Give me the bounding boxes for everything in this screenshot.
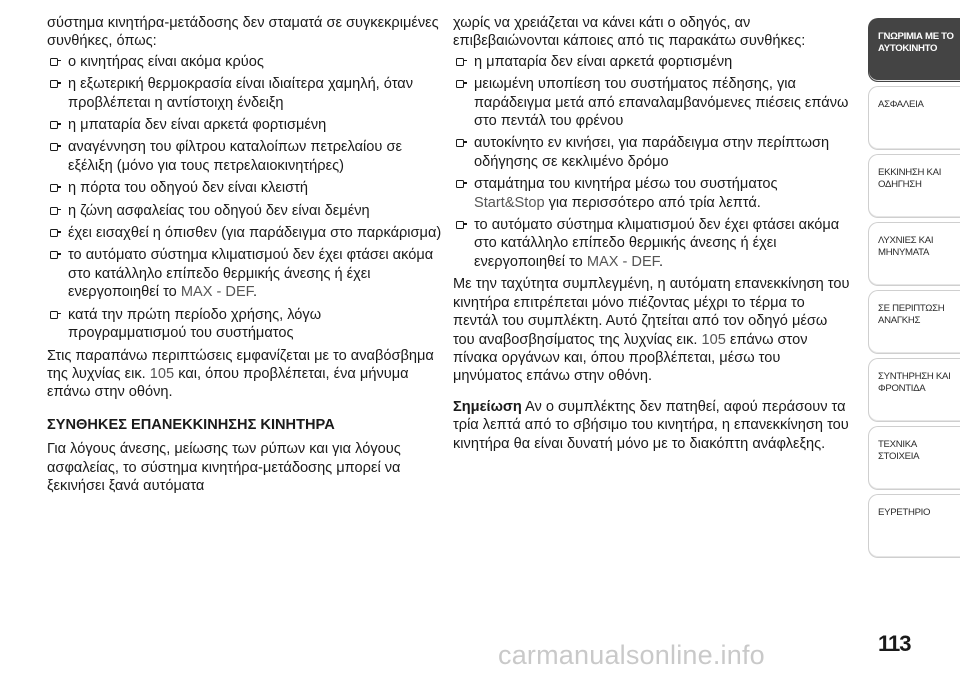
right-bullet-4: σταμάτημα του κινητήρα μέσω του συστήματος Start&Stop για περισσότερο από τρία λεπτά. (453, 175, 851, 212)
bullet-icon (50, 251, 58, 259)
watermark: carmanualsonline.info (498, 640, 765, 670)
bullet-icon (50, 143, 58, 151)
max-def-reference[interactable]: MAX - DEF (586, 253, 659, 270)
tab-index[interactable]: ΕΥΡΕΤΗΡΙΟ (868, 494, 960, 558)
left-bullet-7: έχει εισαχθεί η όπισθεν (για παράδειγμα στο παρκάρισμα) (47, 224, 442, 242)
figure-reference-105[interactable]: 105 (701, 331, 726, 348)
bullet-icon (456, 80, 464, 88)
bullet-icon (50, 229, 58, 237)
note-paragraph: Σημείωση Αν ο συμπλέκτης δεν πατηθεί, αφού περάσουν τα τρία λεπτά από το σβήσιμο του κινητήρα, η επανεκκίνηση του κινητήρα θα είναι δυνατή μόνο με το διακόπτη ανάφλεξης. (453, 398, 849, 452)
left-bullet-1: ο κινητήρας είναι ακόμα κρύος (47, 53, 442, 71)
bullet-icon (50, 184, 58, 192)
left-bullet-5: η πόρτα του οδηγού δεν είναι κλειστή (47, 179, 442, 197)
bullet-icon (50, 311, 58, 319)
chapter-sidebar (868, 18, 960, 562)
left-intro: σύστημα κινητήρα-μετάδοσης δεν σταματά σε συγκεκριμένες συνθήκες, όπως: (47, 15, 439, 50)
bullet-icon (456, 180, 464, 188)
tab-getting-to-know[interactable]: ΓΝΩΡΙΜΙΑ ΜΕ ΤΟ ΑΥΤΟΚΙΝΗΤΟ (868, 18, 960, 82)
right-bullet-3: αυτοκίνητο εν κινήσει, για παράδειγμα στην περίπτωση οδήγησης σε κεκλιμένο δρόμο (453, 134, 851, 171)
right-bullet-5: το αυτόματο σύστημα κλιματισμού δεν έχει φτάσει ακόμα στο κατάλληλο επίπεδο θερμικής άνεσης ή έχει ενεργοποιηθεί το MAX - DEF. (453, 216, 851, 271)
bullet-icon (456, 58, 464, 66)
left-paragraph-2: Για λόγους άνεσης, μείωσης των ρύπων και για λόγους ασφαλείας, το σύστημα κινητήρα-μετάδοσης μπορεί να ξεκινήσει ξανά αυτόματα (47, 441, 401, 494)
right-column (453, 14, 851, 453)
bullet-icon (50, 207, 58, 215)
left-bullet-3: η μπαταρία δεν είναι αρκετά φορτισμένη (47, 116, 442, 134)
right-intro: χωρίς να χρειάζεται να κάνει κάτι ο οδηγός, αν επιβεβαιώνονται κάποιες από τις παρακάτω συνθήκες: (453, 15, 806, 50)
tab-maintenance[interactable]: ΣΥΝΤΗΡΗΣΗ ΚΑΙ ΦΡΟΝΤΙΔΑ (868, 358, 960, 422)
tab-warning-lights[interactable]: ΛΥΧΝΙΕΣ ΚΑΙ ΜΗΝΥΜΑΤΑ (868, 222, 960, 286)
page-number: 113 (878, 631, 911, 656)
tab-emergency[interactable]: ΣΕ ΠΕΡΙΠΤΩΣΗ ΑΝΑΓΚΗΣ (868, 290, 960, 354)
section-heading: ΣΥΝΘΗΚΕΣ ΕΠΑΝΕΚΚΙΝΗΣΗΣ ΚΙΝΗΤΗΡΑ (47, 416, 335, 433)
bullet-icon (50, 80, 58, 88)
bullet-icon (456, 221, 464, 229)
bullet-icon (456, 139, 464, 147)
figure-reference-105[interactable]: 105 (149, 365, 175, 382)
note-label: Σημείωση (453, 398, 522, 415)
tab-starting-driving[interactable]: ΕΚΚΙΝΗΣΗ ΚΑΙ ΟΔΗΓΗΣΗ (868, 154, 960, 218)
start-stop-reference[interactable]: Start&Stop (474, 194, 545, 211)
left-bullet-4: αναγέννηση του φίλτρου καταλοίπων πετρελαίου σε εξέλιξη (μόνο για τους πετρελαιοκινητήρες) (47, 138, 442, 175)
tab-safety[interactable]: ΑΣΦΑΛΕΙΑ (868, 86, 960, 150)
max-def-reference[interactable]: MAX - DEF (180, 284, 253, 301)
left-column (47, 14, 442, 495)
bullet-icon (50, 58, 58, 66)
right-bullet-2: μειωμένη υποπίεση του συστήματος πέδησης, για παράδειγμα μετά από επαναλαμβανόμενες πιέσεις επάνω στο πεντάλ του φρένου (453, 75, 851, 130)
left-paragraph: Στις παραπάνω περιπτώσεις εμφανίζεται με το αναβόσβημα της λυχνίας εικ. 105 και, όπου προβλέπεται, ένα μήνυμα επάνω στην οθόνη. (47, 347, 434, 401)
left-bullet-8: το αυτόματο σύστημα κλιματισμού δεν έχει φτάσει ακόμα στο κατάλληλο επίπεδο θερμικής άνεσης ή έχει ενεργοποιηθεί το MAX - DEF. (47, 246, 442, 301)
right-bullet-1: η μπαταρία δεν είναι αρκετά φορτισμένη (453, 53, 851, 71)
left-bullet-2: η εξωτερική θερμοκρασία είναι ιδιαίτερα χαμηλή, όταν προβλέπεται η αντίστοιχη ένδειξη (47, 75, 442, 112)
left-bullet-9: κατά την πρώτη περίοδο χρήσης, λόγω προγραμματισμού του συστήματος (47, 306, 442, 343)
bullet-icon (50, 121, 58, 129)
right-paragraph: Με την ταχύτητα συμπλεγμένη, η αυτόματη επανεκκίνηση του κινητήρα επιτρέπεται μόνο πιέζοντας μέχρι το τέρμα το πεντάλ του συμπλέκτη. Αυτό ζητείται από τον οδηγό μέσω του αναβοσβησίματος της λυχνίας εικ. 105 επάνω στον πίνακα οργάνων και, όπου προβλέπεται, μέσω του μηνύματος επάνω στην οθόνη. (453, 276, 850, 385)
left-bullet-6: η ζώνη ασφαλείας του οδηγού δεν είναι δεμένη (47, 202, 442, 220)
tab-technical-data[interactable]: ΤΕΧΝΙΚΑ ΣΤΟΙΧΕΙΑ (868, 426, 960, 490)
